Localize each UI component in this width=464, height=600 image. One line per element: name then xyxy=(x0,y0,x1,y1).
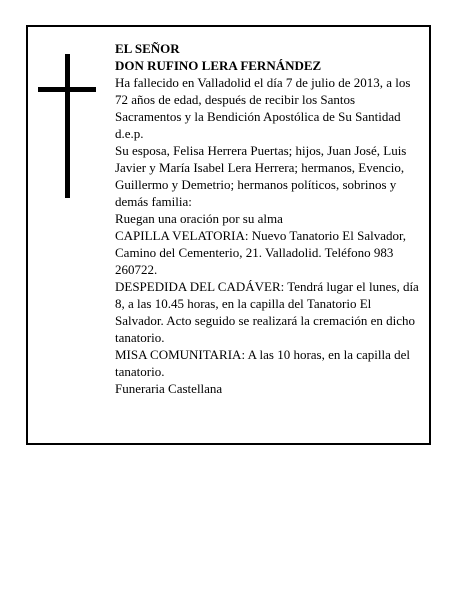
prayer-request: Ruegan una oración por su alma xyxy=(115,211,283,226)
heading-title: EL SEÑOR xyxy=(115,41,180,56)
cross-vertical-bar xyxy=(65,54,70,198)
wake-location: CAPILLA VELATORIA: Nuevo Tanatorio El Salvador, Camino del Cementerio, 21. Valladolid. Teléfono 983 260722. xyxy=(115,228,407,277)
farewell-details: DESPEDIDA DEL CADÁVER: Tendrá lugar el lunes, día 8, a las 10.45 horas, en la capilla del Tanatorio El Salvador. Acto seguido se realizará la cremación en dicho tanatorio. xyxy=(115,279,419,345)
funeral-home: Funeraria Castellana xyxy=(115,381,223,396)
obituary-notice xyxy=(26,25,431,445)
death-announcement: Ha fallecido en Valladolid el día 7 de julio de 2013, a los 72 años de edad, después de recibir los Santos Sacramentos y la Bendición Apostólica de Su Santidad d.e.p. xyxy=(115,75,411,141)
notice-text xyxy=(115,40,421,397)
deceased-name: DON RUFINO LERA FERNÁNDEZ xyxy=(115,58,322,73)
mass-details: MISA COMUNITARIA: A las 10 horas, en la capilla del tanatorio. xyxy=(115,347,411,379)
latin-cross-icon xyxy=(38,54,96,198)
cross-horizontal-bar xyxy=(38,87,96,92)
family-list: Su esposa, Felisa Herrera Puertas; hijos, Juan José, Luis Javier y María Isabel Lera Herrera; hermanos, Evencio, Guillermo y Demetrio; hermanos políticos, sobrinos y demás familia: xyxy=(115,143,407,209)
